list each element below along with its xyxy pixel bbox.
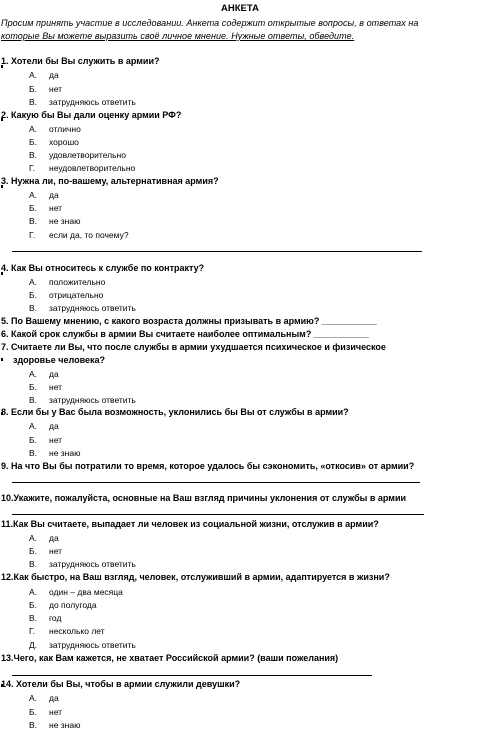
option-letter: Б. [29,600,37,610]
answer-line [12,675,372,676]
option-letter: В. [29,395,38,405]
option-letter: Б. [29,84,37,94]
option-text: не знаю [49,448,81,458]
option-letter: А. [29,693,38,703]
option-text: нет [49,435,63,445]
option-text: да [49,693,59,703]
option-letter: Б. [29,382,37,392]
option-text: один – два месяца [49,587,123,597]
option-text: нет [49,707,63,717]
option-letter: А. [29,369,38,379]
intro-line-1: Просим принять участие в исследовании. Анкета содержит открытые вопросы, в ответах на [1,18,419,28]
option-text: нет [49,84,63,94]
option-text: да [49,70,59,80]
question-10: 10.Укажите, пожалуйста, основные на Ваш взгляд причины уклонения от службы в армии [1,493,407,503]
option-letter: Б. [29,137,37,147]
option-text: не знаю [49,216,81,226]
answer-line [12,514,424,515]
option-letter: Б. [29,707,37,717]
question-8: 8. Если бы у Вас была возможность, уклонились бы Вы от службы в армии? [1,407,349,417]
question-6: 6. Какой срок службы в армии Вы считаете наиболее оптимальным? ___________ [1,329,369,339]
option-letter: Б. [29,203,37,213]
option-text: да [49,421,59,431]
option-text: до полугода [49,600,97,610]
option-letter: В. [29,559,38,569]
option-text: положительно [49,277,106,287]
question-7-continued: здоровье человека? [13,355,106,365]
intro-line-2: которые Вы можете выразить своё личное мнение. Нужные ответы, обведите. [1,31,355,41]
option-text: год [49,613,62,623]
option-text: хорошо [49,137,79,147]
option-letter: В. [29,303,38,313]
question-11: 11.Как Вы считаете, выпадает ли человек из социальной жизни, отслужив в армии? [1,519,379,529]
option-letter: В. [29,720,38,730]
option-text: да [49,533,59,543]
option-letter: Г. [29,230,35,240]
question-5: 5. По Вашему мнению, с какого возраста должны призывать в армию? ___________ [1,316,377,326]
option-text: нет [49,382,63,392]
option-text: затрудняюсь ответить [49,640,136,650]
option-text: затрудняюсь ответить [49,303,136,313]
question-3: 3. Нужна ли, по-вашему, альтернативная армия? [1,176,219,186]
option-letter: В. [29,150,38,160]
option-letter: Г. [29,163,35,173]
option-letter: В. [29,448,38,458]
question-2: 2. Какую бы Вы дали оценку армии РФ? [1,110,182,120]
option-text: затрудняюсь ответить [49,97,136,107]
page-title: АНКЕТА [221,3,259,14]
option-letter: А. [29,533,38,543]
option-text: отлично [49,124,81,134]
margin-mark [1,358,3,361]
option-text: затрудняюсь ответить [49,559,136,569]
option-text: несколько лет [49,626,105,636]
question-1: 1. Хотели бы Вы служить в армии? [1,56,160,66]
option-text: отрицательно [49,290,104,300]
option-letter: В. [29,97,38,107]
option-letter: Б. [29,546,37,556]
question-9: 9. На что Вы бы потратили то время, которое удалось бы сэкономить, «откосив» от армии? [1,461,415,471]
option-letter: А. [29,70,38,80]
option-text: если да, то почему? [49,230,129,240]
option-text: удовлетворительно [49,150,126,160]
option-letter: А. [29,587,38,597]
option-text: неудовлетворительно [49,163,136,173]
option-letter: А. [29,190,38,200]
question-13: 13.Чего, как Вам кажется, не хватает Российской армии? (ваши пожелания) [1,653,339,663]
option-text: да [49,190,59,200]
option-letter: А. [29,421,38,431]
option-text: затрудняюсь ответить [49,395,136,405]
option-text: нет [49,546,63,556]
option-text: не знаю [49,720,81,730]
option-letter: Г. [29,626,35,636]
option-letter: А. [29,124,38,134]
option-letter: В. [29,216,38,226]
option-text: да [49,369,59,379]
question-7: 7. Считаете ли Вы, что после службы в армии ухудшается психическое и физическое [1,342,386,352]
option-letter: В. [29,613,38,623]
answer-line [12,251,422,252]
question-14: 14. Хотели бы Вы, чтобы в армии служили девушки? [1,679,241,689]
option-letter: Б. [29,290,37,300]
option-letter: А. [29,277,38,287]
question-12: 12.Как быстро, на Ваш взгляд, человек, отслуживший в армии, адаптируется в жизни? [1,572,390,582]
option-letter: Б. [29,435,37,445]
option-text: нет [49,203,63,213]
option-letter: Д. [29,640,38,650]
question-4: 4. Как Вы относитесь к службе по контракту? [1,263,205,273]
answer-line [12,482,420,483]
